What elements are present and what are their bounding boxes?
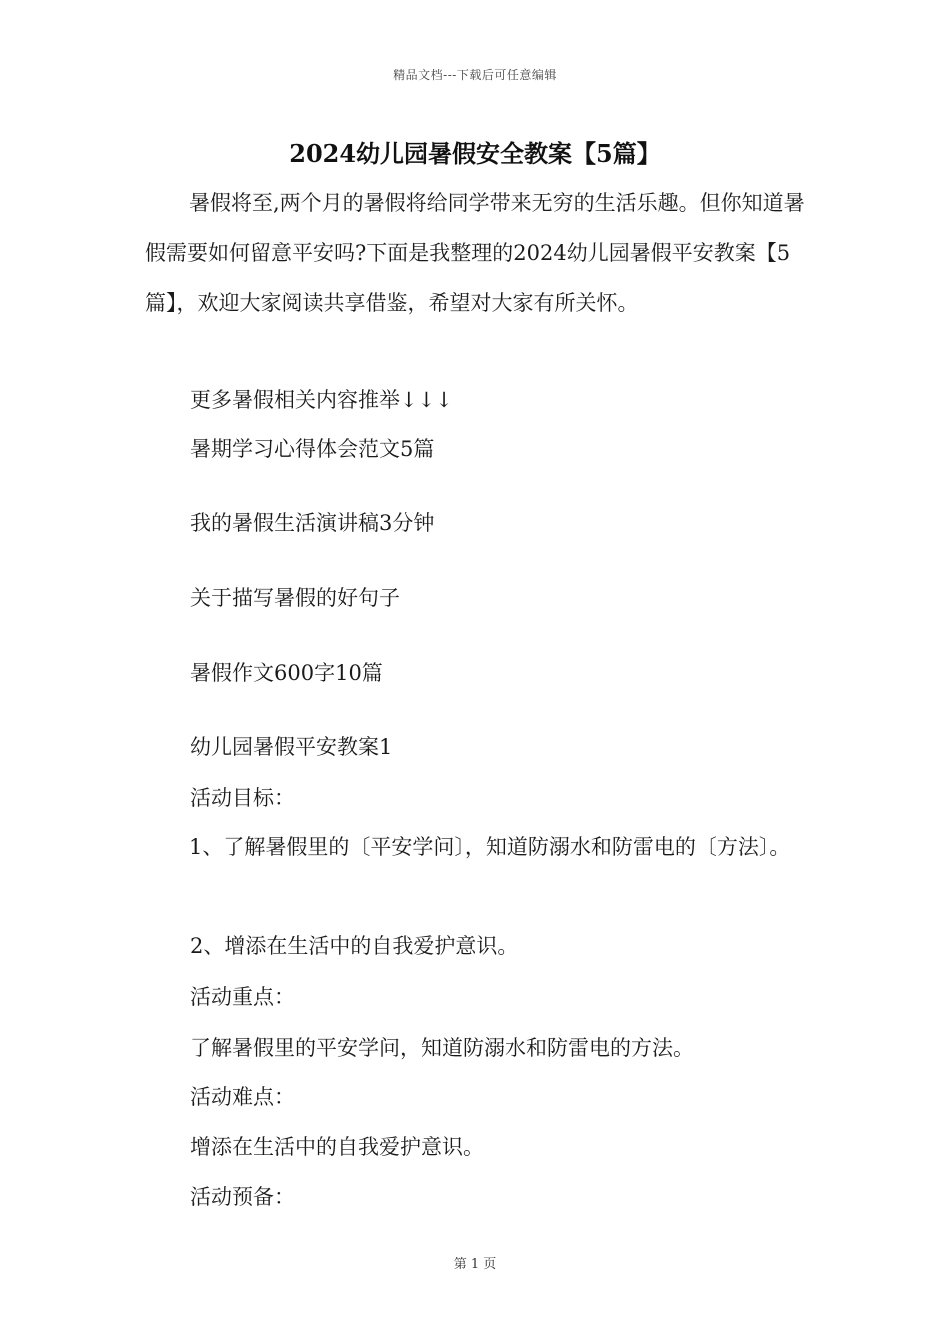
section-title: 幼儿园暑假平安教案1: [190, 735, 393, 759]
key-points-text: 了解暑假里的平安学问，知道防溺水和防雷电的方法。: [190, 1036, 694, 1060]
more-related-label: 更多暑假相关内容推举↓↓↓: [190, 388, 453, 412]
page-number: 第 1 页: [453, 1257, 497, 1272]
related-link-3[interactable]: 关于描写暑假的好句子: [190, 586, 400, 610]
related-link-4[interactable]: 暑假作文600字10篇: [190, 661, 383, 685]
goals-label: 活动目标：: [190, 786, 295, 810]
intro-paragraph: 暑假将至,两个月的暑假将给同学带来无穷的生活乐趣。但你知道暑假需要如何留意平安吗?下面是我整理的2024幼儿园暑假平安教案【5篇】，欢迎大家阅读共享借鉴，希望对大家有所关怀。: [145, 191, 805, 315]
page-header-note: 精品文档---下载后可任意编辑: [393, 68, 557, 82]
related-link-2[interactable]: 我的暑假生活演讲稿3分钟: [190, 511, 435, 535]
preparation-label: 活动预备：: [190, 1185, 295, 1209]
difficulty-label: 活动难点：: [190, 1085, 295, 1109]
difficulty-text: 增添在生活中的自我爱护意识。: [190, 1135, 484, 1159]
goal-item-2: 2、增添在生活中的自我爱护意识。: [190, 934, 519, 958]
related-link-1[interactable]: 暑期学习心得体会范文5篇: [190, 437, 435, 461]
document-title: 2024幼儿园暑假安全教案【5篇】: [289, 139, 661, 168]
key-points-label: 活动重点：: [190, 985, 295, 1009]
goal-item-1: 1、了解暑假里的〔平安学问〕，知道防溺水和防雷电的〔方法〕。: [189, 835, 791, 859]
